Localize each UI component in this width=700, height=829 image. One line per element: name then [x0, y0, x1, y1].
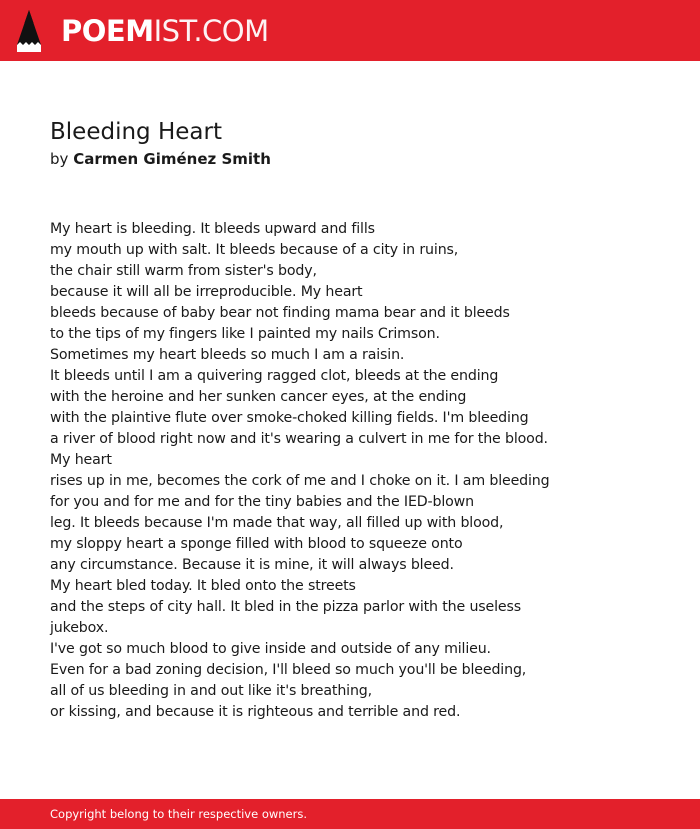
copyright-notice: Copyright belong to their respective owners. — [50, 807, 308, 821]
poem-line: my mouth up with salt. It bleeds because of a city in ruins, — [50, 242, 459, 258]
poem-line: rises up in me, becomes the cork of me and I choke on it. I am bleeding — [50, 473, 550, 489]
poem-line: My heart — [50, 452, 112, 468]
poem-line: to the tips of my fingers like I painted my nails Crimson. — [50, 326, 440, 342]
poem-line: with the heroine and her sunken cancer eyes, at the ending — [50, 389, 467, 405]
poem-line: the chair still warm from sister's body, — [50, 263, 317, 279]
poem-line: It bleeds until I am a quivering ragged clot, bleeds at the ending — [50, 368, 499, 384]
poem-line: leg. It bleeds because I'm made that way, all filled up with blood, — [50, 515, 504, 531]
site-logo-link[interactable] — [16, 8, 269, 54]
poem-line: My heart bled today. It bled onto the streets — [50, 578, 356, 594]
byline — [50, 149, 271, 169]
poem-line: and the steps of city hall. It bled in the pizza parlor with the useless — [50, 599, 521, 615]
poem-line: Sometimes my heart bleeds so much I am a raisin. — [50, 347, 405, 363]
poem-line: all of us bleeding in and out like it's breathing, — [50, 683, 373, 699]
poem-body — [50, 219, 670, 723]
poem-line: a river of blood right now and it's wearing a culvert in me for the blood. — [50, 431, 548, 447]
poem-line: any circumstance. Because it is mine, it will always bleed. — [50, 557, 454, 573]
poem-line: My heart is bleeding. It bleeds upward and fills — [50, 221, 375, 237]
author-name: Carmen Giménez Smith — [73, 150, 271, 168]
brand-wordmark — [61, 9, 269, 53]
poem-line: or kissing, and because it is righteous and terrible and red. — [50, 704, 461, 720]
poem-line: jukebox. — [50, 620, 109, 636]
site-footer — [0, 799, 700, 829]
site-header — [0, 0, 700, 61]
poem-title: Bleeding Heart — [50, 119, 222, 145]
poem-line: bleeds because of baby bear not finding mama bear and it bleeds — [50, 305, 510, 321]
poem-line: because it will all be irreproducible. My heart — [50, 284, 363, 300]
brand-light-part: IST.COM — [153, 14, 269, 48]
brand-bold-part: POEM — [61, 14, 154, 48]
poem-line: I've got so much blood to give inside and outside of any milieu. — [50, 641, 491, 657]
poem-line: my sloppy heart a sponge filled with blood to squeeze onto — [50, 536, 463, 552]
by-label: by — [50, 150, 69, 168]
pencil-tip-icon — [16, 9, 42, 53]
poem-line: with the plaintive flute over smoke-choked killing fields. I'm bleeding — [50, 410, 529, 426]
poem-line: Even for a bad zoning decision, I'll bleed so much you'll be bleeding, — [50, 662, 527, 678]
poem-line: for you and for me and for the tiny babies and the IED-blown — [50, 494, 474, 510]
